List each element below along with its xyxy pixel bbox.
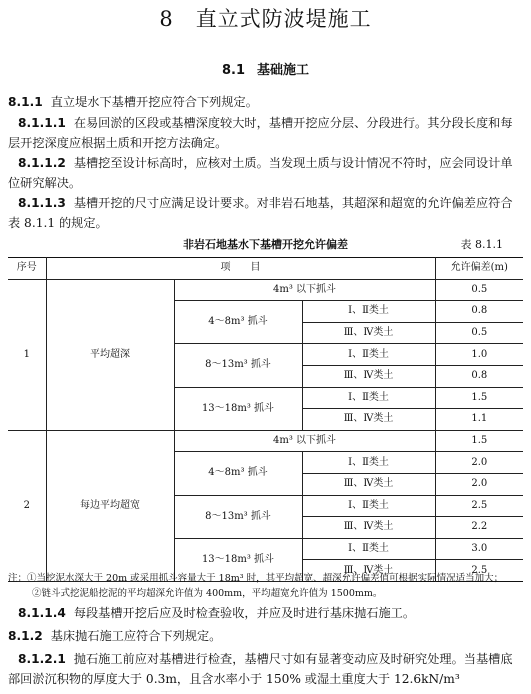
soil-class-cell: Ⅰ、Ⅱ类土	[302, 538, 435, 560]
item-name-cell: 每边平均超宽	[46, 430, 174, 581]
bucket-cell: 4m³ 以下抓斗	[174, 430, 435, 452]
tolerance-value-cell: 2.0	[435, 473, 523, 495]
clause-number: 8.1.1.1	[18, 116, 66, 130]
chapter-heading	[0, 6, 531, 32]
table-header-row	[8, 258, 523, 280]
soil-class-cell: Ⅲ、Ⅳ类土	[302, 560, 435, 582]
chapter-number: 8	[159, 7, 174, 31]
soil-class-cell: Ⅲ、Ⅳ类土	[302, 409, 435, 431]
section-number: 8.1	[221, 63, 245, 78]
clause-8-1-2	[8, 627, 523, 647]
clause-8-1-1-1	[8, 114, 523, 154]
clause-number: 8.1.2.1	[18, 652, 66, 666]
tolerance-value-cell: 1.1	[435, 409, 523, 431]
tolerance-value-cell: 0.8	[435, 365, 523, 387]
tolerance-value-cell: 2.5	[435, 495, 523, 517]
clause-8-1-2-1	[8, 650, 523, 690]
soil-class-cell: Ⅲ、Ⅳ类土	[302, 473, 435, 495]
clause-text: 基床抛石施工应符合下列规定。	[50, 629, 222, 643]
soil-class-cell: Ⅲ、Ⅳ类土	[302, 517, 435, 539]
tolerance-value-cell: 2.2	[435, 517, 523, 539]
tolerance-value-cell: 2.5	[435, 560, 523, 582]
tolerance-value-cell: 2.0	[435, 452, 523, 474]
soil-class-cell: Ⅰ、Ⅱ类土	[302, 344, 435, 366]
clause-number: 8.1.1.4	[18, 606, 66, 620]
clause-text: 抛石施工前应对基槽进行检查，基槽尺寸如有显著变动应及时研究处理。当基槽底部回淤沉积物的厚度大于 0.3m，且含水率小于 150% 或湿土重度大于 12.6kN/m³	[8, 652, 513, 686]
clause-8-1-1-3	[8, 194, 523, 234]
item-name-cell: 平均超深	[46, 279, 174, 430]
tolerance-value-cell: 0.5	[435, 279, 523, 301]
tolerance-value-cell: 1.5	[435, 387, 523, 409]
table-number: 表 8.1.1	[460, 238, 503, 251]
table-title: 非岩石地基水下基槽开挖允许偏差	[183, 238, 348, 251]
tolerance-value-cell: 3.0	[435, 538, 523, 560]
soil-class-cell: Ⅲ、Ⅳ类土	[302, 322, 435, 344]
seq-cell: 2	[8, 430, 46, 581]
header-seq: 序号	[8, 258, 46, 280]
bucket-cell: 13～18m³ 抓斗	[174, 387, 302, 430]
tolerance-value-cell: 1.0	[435, 344, 523, 366]
section-heading	[0, 62, 531, 80]
clause-8-1-1-2	[8, 154, 523, 194]
tolerance-value-cell: 0.8	[435, 301, 523, 323]
clause-number: 8.1.1.2	[18, 156, 66, 170]
clause-number: 8.1.1	[8, 95, 43, 109]
bucket-cell: 4m³ 以下抓斗	[174, 279, 435, 301]
soil-class-cell: Ⅲ、Ⅳ类土	[302, 365, 435, 387]
clause-8-1-1-4	[8, 604, 523, 624]
header-tolerance: 允许偏差(m)	[435, 258, 523, 280]
table-row	[8, 279, 523, 301]
clause-number: 8.1.2	[8, 629, 43, 643]
table-notes	[8, 571, 528, 601]
table-caption	[8, 236, 523, 254]
soil-class-cell: Ⅰ、Ⅱ类土	[302, 495, 435, 517]
clause-text: 每段基槽开挖后应及时检查验收，并应及时进行基床抛石施工。	[73, 606, 416, 620]
bucket-cell: 13～18m³ 抓斗	[174, 538, 302, 581]
tolerance-value-cell: 1.5	[435, 430, 523, 452]
bucket-cell: 4～8m³ 抓斗	[174, 452, 302, 495]
clause-text: 基槽挖至设计标高时，应核对土质。当发现土质与设计情况不符时，应会同设计单位研究解决。	[8, 156, 513, 190]
seq-cell: 1	[8, 279, 46, 430]
soil-class-cell: Ⅰ、Ⅱ类土	[302, 387, 435, 409]
section-title: 基础施工	[257, 63, 310, 78]
clause-text: 基槽开挖的尺寸应满足设计要求。对非岩石地基，其超深和超宽的允许偏差应符合表 8.1.1 的规定。	[8, 196, 513, 230]
bucket-cell: 8～13m³ 抓斗	[174, 495, 302, 538]
clause-text: 直立堤水下基槽开挖应符合下列规定。	[50, 95, 258, 109]
chapter-title: 直立式防波堤施工	[195, 7, 372, 31]
table-note-1: 注：①当挖泥水深大于 20m 或采用抓斗容量大于 18m³ 时，其平均超宽、超深允许偏差值可根据实际情况适当加大；	[8, 573, 504, 584]
bucket-cell: 4～8m³ 抓斗	[174, 301, 302, 344]
tolerance-value-cell: 0.5	[435, 322, 523, 344]
table-row	[8, 430, 523, 452]
clause-number: 8.1.1.3	[18, 196, 66, 210]
tolerance-table	[8, 257, 523, 582]
clause-text: 在易回淤的区段或基槽深度较大时，基槽开挖应分层、分段进行。其分段长度和每层开挖深度应根据土质和开挖方法确定。	[8, 116, 513, 150]
table-note-2: ②链斗式挖泥船挖泥的平均超深允许值为 400mm，平均超宽允许值为 1500mm。	[32, 588, 383, 599]
header-item: 项 目	[46, 258, 435, 280]
clause-8-1-1	[8, 93, 523, 113]
bucket-cell: 8～13m³ 抓斗	[174, 344, 302, 387]
soil-class-cell: Ⅰ、Ⅱ类土	[302, 452, 435, 474]
soil-class-cell: Ⅰ、Ⅱ类土	[302, 301, 435, 323]
